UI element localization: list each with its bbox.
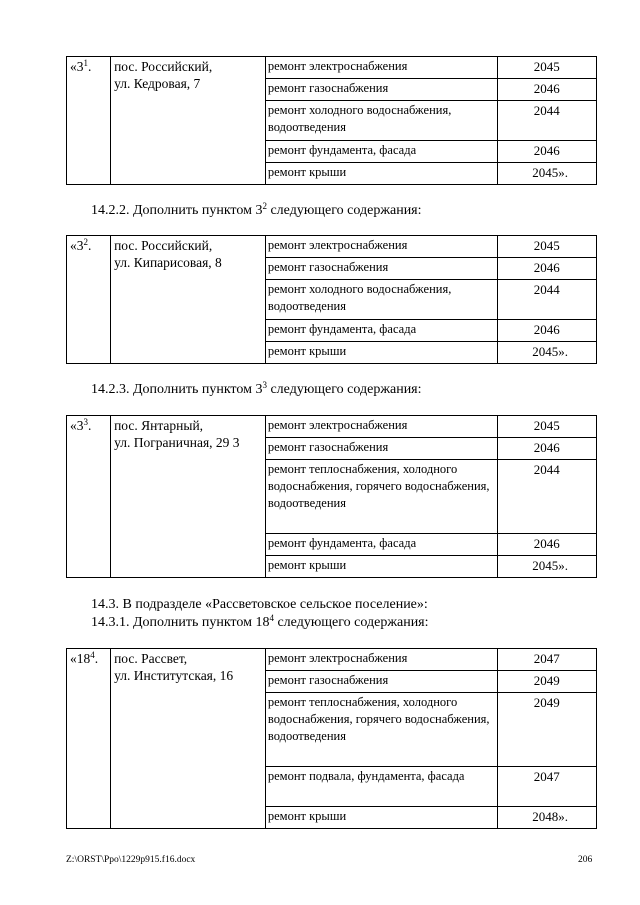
work-cell: ремонт электроснабжения — [265, 57, 497, 79]
footer-page-number: 206 — [578, 855, 593, 865]
year-cell: 2046 — [497, 438, 596, 460]
year-cell: 2044 — [497, 460, 596, 534]
paragraph-14-3: 14.3. В подразделе «Рассветовское сельское поселение»: — [91, 597, 428, 612]
year-cell: 2049 — [497, 671, 596, 693]
work-cell: ремонт фундамента, фасада — [265, 534, 497, 556]
table-row — [67, 416, 597, 438]
work-cell: ремонт холодного водоснабжения, водоотведения — [265, 280, 497, 320]
footer-file-path: Z:\ORST\Ppo\1229p915.f16.docx — [66, 855, 196, 865]
work-cell: ремонт электроснабжения — [265, 649, 497, 671]
table-item-18-4 — [66, 648, 597, 829]
work-cell: ремонт крыши — [265, 163, 497, 185]
work-cell: ремонт фундамента, фасада — [265, 320, 497, 342]
year-cell: 2046 — [497, 534, 596, 556]
year-cell: 2049 — [497, 693, 596, 767]
work-cell: ремонт крыши — [265, 556, 497, 578]
paragraph-14-2-2: 14.2.2. Дополнить пунктом $3^2$ следующего содержания: — [91, 201, 422, 218]
address-cell: пос. Янтарный, ул. Пограничная, 29 3 — [111, 416, 266, 578]
year-cell: 2045 — [497, 57, 596, 79]
table-item-3-3 — [66, 415, 597, 578]
work-cell: ремонт холодного водоснабжения, водоотведения — [265, 101, 497, 141]
work-cell: ремонт подвала, фундамента, фасада — [265, 767, 497, 807]
item-number-cell: «$18^4$. — [67, 649, 111, 829]
work-cell: ремонт теплоснабжения, холодного водоснабжения, горячего водоснабжения, водоотведения — [265, 693, 497, 767]
work-cell: ремонт газоснабжения — [265, 671, 497, 693]
address-cell: пос. Рассвет, ул. Институтская, 16 — [111, 649, 266, 829]
table-item-3-1 — [66, 56, 597, 185]
address-cell: пос. Российский, ул. Кедровая, 7 — [111, 57, 266, 185]
work-cell: ремонт электроснабжения — [265, 416, 497, 438]
paragraph-14-3-1: 14.3.1. Дополнить пунктом $18^4$ следующего содержания: — [91, 613, 429, 630]
table-row — [67, 57, 597, 79]
year-cell: 2045 — [497, 236, 596, 258]
work-cell: ремонт фундамента, фасада — [265, 141, 497, 163]
work-cell: ремонт газоснабжения — [265, 79, 497, 101]
work-cell: ремонт крыши — [265, 342, 497, 364]
table-row — [67, 649, 597, 671]
year-cell: 2045 — [497, 416, 596, 438]
year-cell: 2047 — [497, 767, 596, 807]
work-cell: ремонт теплоснабжения, холодного водоснабжения, горячего водоснабжения, водоотведения — [265, 460, 497, 534]
year-cell: 2044 — [497, 280, 596, 320]
year-cell: 2046 — [497, 141, 596, 163]
table-item-3-2 — [66, 235, 597, 364]
paragraph-14-2-3: 14.2.3. Дополнить пунктом $3^3$ следующего содержания: — [91, 380, 422, 397]
item-number-cell: «$3^2$. — [67, 236, 111, 364]
year-cell: 2048». — [497, 807, 596, 829]
table-row — [67, 236, 597, 258]
year-cell: 2047 — [497, 649, 596, 671]
year-cell: 2045». — [497, 342, 596, 364]
year-cell: 2045». — [497, 556, 596, 578]
item-number-cell: «$3^1$. — [67, 57, 111, 185]
year-cell: 2045». — [497, 163, 596, 185]
year-cell: 2046 — [497, 258, 596, 280]
work-cell: ремонт электроснабжения — [265, 236, 497, 258]
address-cell: пос. Российский, ул. Кипарисовая, 8 — [111, 236, 266, 364]
year-cell: 2044 — [497, 101, 596, 141]
work-cell: ремонт газоснабжения — [265, 258, 497, 280]
year-cell: 2046 — [497, 79, 596, 101]
work-cell: ремонт крыши — [265, 807, 497, 829]
work-cell: ремонт газоснабжения — [265, 438, 497, 460]
item-number-cell: «$3^3$. — [67, 416, 111, 578]
year-cell: 2046 — [497, 320, 596, 342]
